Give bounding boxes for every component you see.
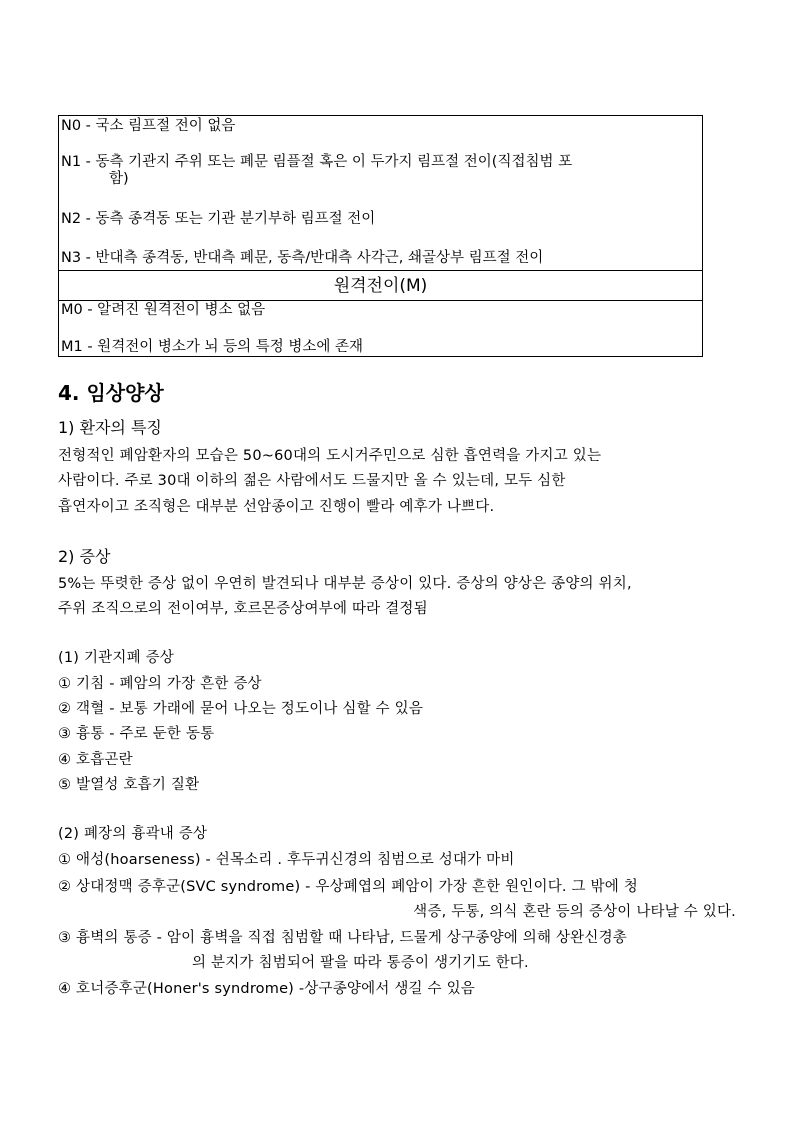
list-item: ⑤ 발열성 호흡기 질환 xyxy=(58,777,200,793)
table-divider xyxy=(59,300,702,301)
n2-row: N2 - 동측 종격동 또는 기관 분기부하 림프절 전이 xyxy=(61,211,376,227)
m1-row: M1 - 원격전이 병소가 뇌 등의 특정 병소에 존재 xyxy=(61,339,363,355)
n0-row: N0 - 국소 림프절 전이 없음 xyxy=(61,118,236,134)
list-item-cont: 색증, 두통, 의식 혼란 등의 증상이 나타날 수 있다. xyxy=(413,904,736,920)
list-item: ④ 호너증후군(Honer's syndrome) -상구종양에서 생길 수 있음 xyxy=(58,981,475,997)
paragraph-line: 흡연자이고 조직형은 대부분 선암종이고 진행이 빨라 예후가 나쁘다. xyxy=(58,499,495,515)
list-item: ① 애성(hoarseness) - 쉰목소리 . 후두귀신경의 침범으로 성대가 마비 xyxy=(58,852,515,868)
m-header: 원격전이(M) xyxy=(333,276,428,296)
n1-row: N1 - 동측 기관지 주위 또는 폐문 림플절 혹은 이 두가지 림프절 전이(직접침범 포 xyxy=(61,154,573,170)
paragraph-line: 사람이다. 주로 30대 이하의 젊은 사람에서도 드물지만 올 수 있는데, 모두 심한 xyxy=(58,473,566,489)
list-item: ② 상대정맥 증후군(SVC syndrome) - 우상폐엽의 폐암이 가장 흔한 원인이다. 그 밖에 청 xyxy=(58,879,638,895)
paragraph-line: 전형적인 폐암환자의 모습은 50~60대의 도시거주민으로 심한 흡연력을 가지고 있는 xyxy=(58,448,602,464)
list-item: ② 객혈 - 보통 가래에 묻어 나오는 정도이나 심할 수 있음 xyxy=(58,701,424,717)
list-item: ④ 호흡곤란 xyxy=(58,752,133,768)
section-title: 4. 임상양상 xyxy=(58,381,164,405)
n1-row-cont: 함) xyxy=(109,171,129,187)
staging-table xyxy=(58,115,703,357)
n3-row: N3 - 반대측 종격동, 반대측 폐문, 동측/반대측 사각근, 쇄골상부 림프절 전이 xyxy=(61,250,544,266)
m0-row: M0 - 알려진 원격전이 병소 없음 xyxy=(61,302,266,318)
list-item-cont: 의 분지가 침범되어 팔을 따라 통증이 생기기도 한다. xyxy=(192,955,529,971)
subsection-title: 2) 증상 xyxy=(58,547,111,566)
list-item: ③ 흉벽의 통증 - 암이 흉벽을 직접 침범할 때 나타남, 드물게 상구종양에 의해 상완신경총 xyxy=(58,930,627,946)
list-item: ① 기침 - 폐암의 가장 흔한 증상 xyxy=(58,676,262,692)
paragraph-line: 5%는 뚜렷한 증상 없이 우연히 발견되나 대부분 증상이 있다. 증상의 양상은 종양의 위치, xyxy=(58,576,632,592)
group-title: (1) 기관지폐 증상 xyxy=(58,650,174,666)
list-item: ③ 흉통 - 주로 둔한 동통 xyxy=(58,726,215,742)
group-title: (2) 폐장의 흉곽내 증상 xyxy=(58,826,208,842)
paragraph-line: 주위 조직으로의 전이여부, 호르몬증상여부에 따라 결정됨 xyxy=(58,601,428,617)
subsection-title: 1) 환자의 특징 xyxy=(58,418,162,437)
